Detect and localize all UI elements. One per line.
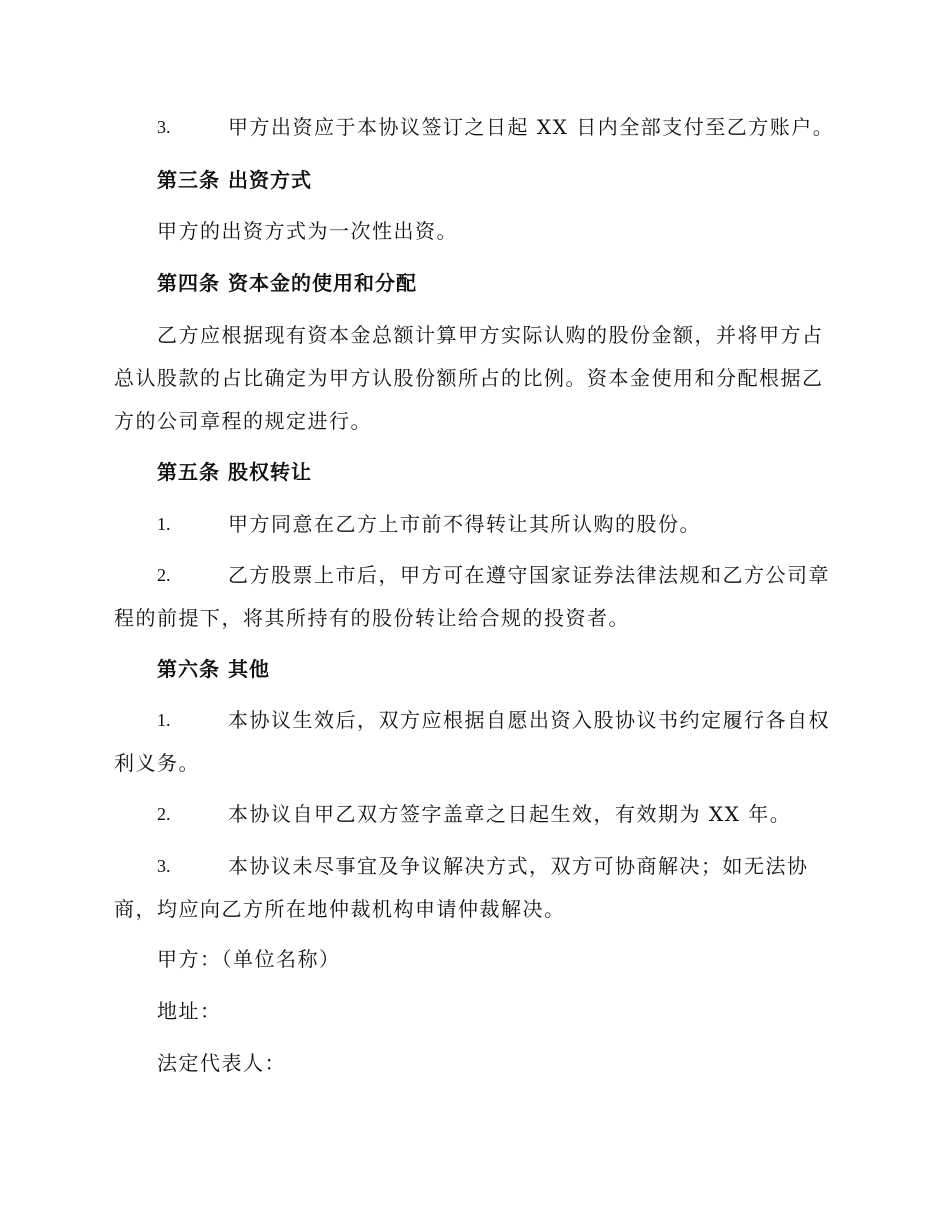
paragraph-line: 本协议生效后，双方应根据自愿出资入股协议书约定履行各自权: [228, 708, 830, 732]
list-number: 2.: [157, 804, 171, 824]
signature-address: 地址：: [157, 999, 222, 1023]
list-number: 1.: [157, 514, 171, 534]
paragraph-line: 商，均应向乙方所在地仲裁机构申请仲裁解决。: [114, 897, 566, 921]
paragraph-line: 程的前提下，将其所持有的股份转让给合规的投资者。: [114, 606, 630, 630]
signature-legal-rep: 法定代表人：: [157, 1051, 286, 1075]
paragraph-line: 乙方应根据现有资本金总额计算甲方实际认购的股份金额，并将甲方占: [157, 323, 824, 347]
article-heading: 第三条 出资方式: [157, 168, 312, 192]
paragraph-line: 总认股款的占比确定为甲方认股份额所占的比例。资本金使用和分配根据乙: [114, 366, 824, 390]
list-number: 3.: [157, 856, 171, 876]
paragraph-line: 甲方出资应于本协议签订之日起 XX 日内全部支付至乙方账户。: [228, 115, 835, 139]
article-heading: 第六条 其他: [157, 657, 270, 681]
paragraph-line: 方的公司章程的规定进行。: [114, 409, 372, 433]
list-number: 2.: [157, 565, 171, 585]
paragraph-line: 本协议未尽事宜及争议解决方式，双方可协商解决；如无法协: [228, 854, 809, 878]
article-heading: 第四条 资本金的使用和分配: [157, 271, 417, 295]
list-number: 3.: [157, 117, 171, 137]
paragraph-line: 利义务。: [114, 751, 200, 775]
paragraph-line: 甲方的出资方式为一次性出资。: [157, 219, 458, 243]
paragraph-line: 乙方股票上市后，甲方可在遵守国家证券法律法规和乙方公司章: [228, 563, 830, 587]
signature-party-a: 甲方：（单位名称）: [157, 947, 341, 971]
paragraph-line: 本协议自甲乙双方签字盖章之日起生效，有效期为 XX 年。: [228, 802, 792, 826]
list-number: 1.: [157, 710, 171, 730]
article-heading: 第五条 股权转让: [157, 460, 312, 484]
paragraph-line: 甲方同意在乙方上市前不得转让其所认购的股份。: [228, 512, 701, 536]
